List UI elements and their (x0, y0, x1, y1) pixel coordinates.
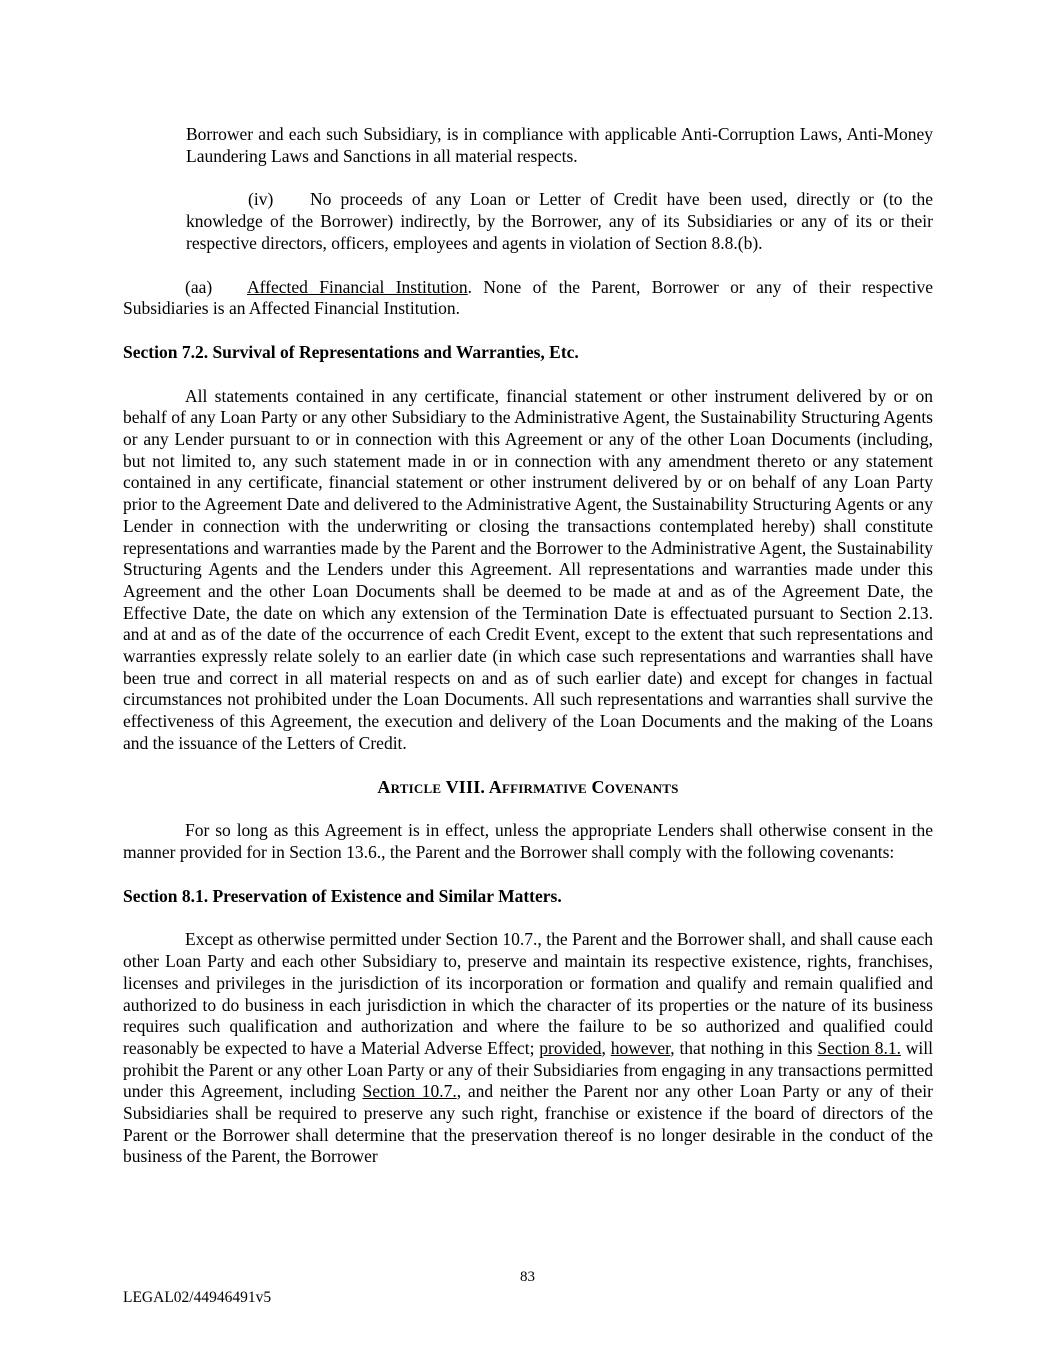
clause-aa-label: (aa) (185, 276, 213, 297)
cross-reference-section-8-1: Section 8.1. (817, 1037, 901, 1058)
section-8-1-heading: Section 8.1. Preservation of Existence and Similar Matters. (123, 885, 562, 906)
section-7-2-body: All statements contained in any certificate, financial statement or other instrument delivered by or on behalf of any Loan Party or any other Subsidiary to the Administrative Agent, the Sustainability Structuring Agents or any Lender pursuant to or in connection with this Agreement or any of the other Loan Documents (including, but not limited to, any such statement made in or in connection with any amendment thereto or any statement contained in any certificate, financial statement or other instrument delivered by or on behalf of any Loan Party prior to the Agreement Date and delivered to the Administrative Agent, the Sustainability Structuring Agents or any Lender in connection with the underwriting or closing the transactions contemplated hereby) shall constitute representations and warranties made by the Parent and the Borrower to the Administrative Agent, the Sustainability Structuring Agents and the Lenders under this Agreement. All representations and warranties made under this Agreement and the other Loan Documents shall be deemed to be made at and as of the Agreement Date, the Effective Date, the date on which any extension of the Termination Date is effectuated pursuant to Section 2.13. and at and as of the date of the occurrence of each Credit Event, except to the extent that such representations and warranties expressly relate solely to an earlier date (in which case such representations and warranties shall have been true and correct in all material respects on and as of such earlier date) and except for changes in factual circumstances not prohibited under the Loan Documents. All such representations and warranties shall survive the effectiveness of this Agreement, the execution and delivery of the Loan Documents and the making of the Loans and the issuance of the Letters of Credit. (123, 385, 933, 753)
document-id-stamp: LEGAL02/44946491v5 (123, 1289, 272, 1306)
article-viii-heading: Article VIII. Affirmative Covenants (377, 776, 679, 797)
section-8-1-text: , and neither the Parent nor any other Loan Party or any of their Subsidiaries shall be required to preserve any such right, franchise or existence if the board of directors of the Parent or the Borrower shall determine that the preservation thereof is no longer desirable in the conduct of the business of the Parent, the Borrower (123, 1081, 933, 1167)
cross-reference-section-10-7: Section 10.7. (362, 1081, 457, 1102)
section-8-1-text: , that nothing in this (670, 1037, 818, 1058)
clause-iv-text: No proceeds of any Loan or Letter of Credit have been used, directly or (to the knowledge of the Borrower) indirectly, by the Borrower, any of its Subsidiaries or any of its or their respective directors, officers, employees and agents in violation of Section 8.8.(b). (186, 189, 933, 253)
clause-aa-text: . None of the Parent, Borrower or any of their respective Subsidiaries is an Affected Financial Institution. (123, 276, 933, 319)
clause-aa-defined-term: Affected Financial Institution (247, 276, 468, 297)
section-7-2-heading: Section 7.2. Survival of Representations and Warranties, Etc. (123, 341, 579, 362)
proviso-provided: provided (539, 1037, 602, 1058)
proviso-however: however (610, 1037, 671, 1058)
section-8-1-text: , (601, 1037, 611, 1058)
section-8-1-text: will prohibit the Parent or any other Loan Party or any of their Subsidiaries from engaging in any transactions permitted under this Agreement, including (123, 1037, 934, 1102)
page-number: 83 (520, 1269, 535, 1285)
page-body (123, 124, 933, 1190)
clause-iv-label: (iv) (248, 189, 274, 210)
paragraph-clause-iv (186, 189, 933, 254)
section-8-1-text: Except as otherwise permitted under Section 10.7., the Parent and the Borrower shall, and shall cause each other Loan Party and each other Subsidiary to, preserve and maintain its respective existence, rights, franchises, licenses and privileges in the jurisdiction of its incorporation or formation and qualify and remain qualified and authorized to do business in each jurisdiction in which the character of its properties or the nature of its business requires such qualification and authorization and where the failure to be so authorized and qualified could reasonably be expected to have a Material Adverse Effect; (123, 929, 933, 1058)
section-8-1-body (123, 929, 933, 1168)
paragraph-compliance: Borrower and each such Subsidiary, is in compliance with applicable Anti-Corruption Laws, Anti-Money Laundering Laws and Sanctions in all material respects. (186, 124, 933, 166)
paragraph-clause-aa (123, 277, 933, 320)
article-viii-intro: For so long as this Agreement is in effect, unless the appropriate Lenders shall otherwise consent in the manner provided for in Section 13.6., the Parent and the Borrower shall comply with the following covenants: (123, 820, 933, 862)
